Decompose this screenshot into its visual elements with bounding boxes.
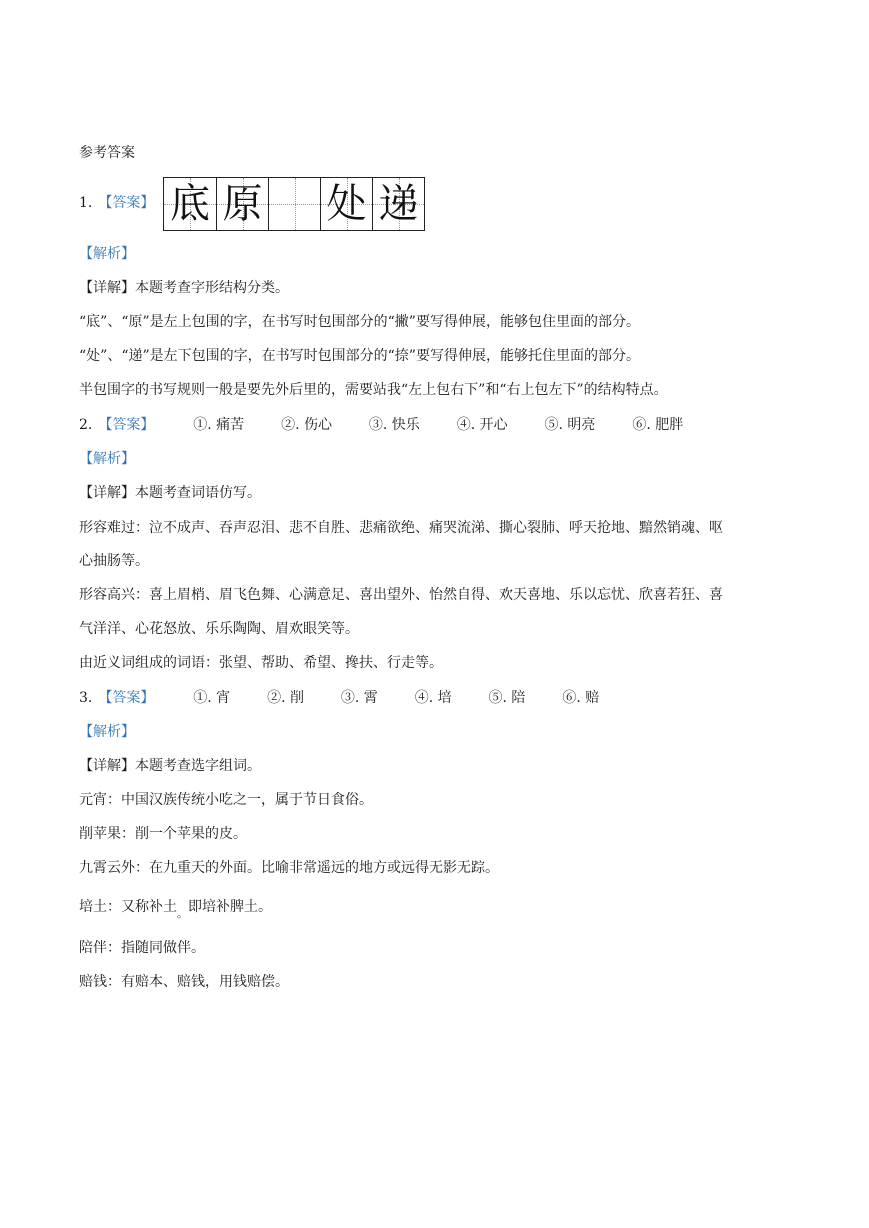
q2-analysis-tag: 【解析】 — [79, 451, 135, 467]
q1-answer-line — [79, 193, 154, 213]
q2-line: 由近义词组成的词语：张望、帮助、希望、搀扶、行走等。 — [79, 655, 443, 671]
q2-number: 2. — [79, 417, 93, 433]
grid-cell — [164, 178, 216, 230]
grid-cell — [268, 178, 320, 230]
q2-line: 形容难过：泣不成声、吞声忍泪、悲不自胜、悲痛欲绝、痛哭流涕、撕心裂肺、呼天抢地、黯然销魂、呕 — [79, 520, 723, 536]
q3-option: ⑥. 赔 — [562, 690, 600, 706]
page-heading: 参考答案 — [79, 145, 135, 161]
q3-detail: 【详解】本题考查选字组词。 — [79, 758, 261, 774]
q3-number: 3. — [79, 690, 93, 706]
q1-analysis-tag: 【解析】 — [79, 246, 135, 262]
q3-analysis-tag: 【解析】 — [79, 724, 135, 740]
q2-option: ⑤. 明亮 — [544, 417, 596, 433]
q2-option: ①. 痛苦 — [193, 417, 245, 433]
q3-line: 元宵：中国汉族传统小吃之一，属于节日食俗。 — [79, 792, 373, 808]
grid-char: 处 — [326, 181, 367, 227]
q3-option: ①. 宵 — [193, 690, 231, 706]
q2-option: ②. 伤心 — [281, 417, 332, 433]
q3-option: ⑤. 陪 — [488, 690, 526, 706]
q1-line: “处”、“递”是左下包围的字，在书写时包围部分的“捺”要写得伸展，能够托住里面的部分。 — [79, 348, 640, 364]
q2-option: ⑥. 肥胖 — [632, 417, 684, 433]
q1-line: 半包围字的书写规则一般是要先外后里的，需要站我“左上包右下”和“右上包左下”的结构特点。 — [79, 382, 668, 398]
character-grid — [163, 177, 425, 231]
q3-line: 陪伴：指随同做伴。 — [79, 940, 205, 956]
q2-answer-tag: 【答案】 — [98, 417, 155, 433]
q2-detail: 【详解】本题考查词语仿写。 — [79, 485, 261, 501]
q3-answer-tag: 【答案】 — [98, 690, 155, 706]
grid-cell — [320, 178, 372, 230]
q2-answer-line — [79, 415, 683, 435]
q2-line: 形容高兴：喜上眉梢、眉飞色舞、心满意足、喜出望外、怡然自得、欢天喜地、乐以忘忧、欣喜若狂、喜 — [79, 587, 723, 603]
grid-cell — [372, 178, 424, 230]
q1-line: “底”、“原”是左上包围的字，在书写时包围部分的“撇”要写得伸展，能够包住里面的部分。 — [79, 314, 640, 330]
q3-line: 九霄云外：在九重天的外面。比喻非常遥远的地方或远得无影无踪。 — [79, 860, 499, 876]
q2-option: ④. 开心 — [456, 417, 508, 433]
q3-peitu-rest: 即培补脾土。 — [188, 899, 272, 915]
q3-option: ②. 削 — [267, 690, 304, 706]
grid-char: 原 — [222, 181, 263, 227]
q3-peitu-main: 培土：又称补土 — [79, 899, 177, 915]
q2-option: ③. 快乐 — [368, 417, 420, 433]
grid-cell — [216, 178, 268, 230]
q1-detail: 【详解】本题考查字形结构分类。 — [79, 280, 289, 296]
q3-option: ④. 培 — [414, 690, 452, 706]
q3-peitu-mark: 。 — [177, 907, 188, 920]
grid-char: 递 — [378, 181, 419, 227]
q2-line: 气洋洋、心花怒放、乐乐陶陶、眉欢眼笑等。 — [79, 621, 359, 637]
q3-option: ③. 霄 — [340, 690, 378, 706]
q3-line: 削苹果：削一个苹果的皮。 — [79, 826, 247, 842]
q2-line: 心抽肠等。 — [79, 553, 149, 569]
q3-answer-line — [79, 688, 599, 708]
grid-char: 底 — [170, 181, 210, 227]
q3-line: 赔钱：有赔本、赔钱，用钱赔偿。 — [79, 974, 289, 990]
q3-peitu-line — [79, 897, 272, 924]
q1-answer-tag: 【答案】 — [98, 195, 155, 211]
q1-number: 1. — [79, 195, 93, 211]
